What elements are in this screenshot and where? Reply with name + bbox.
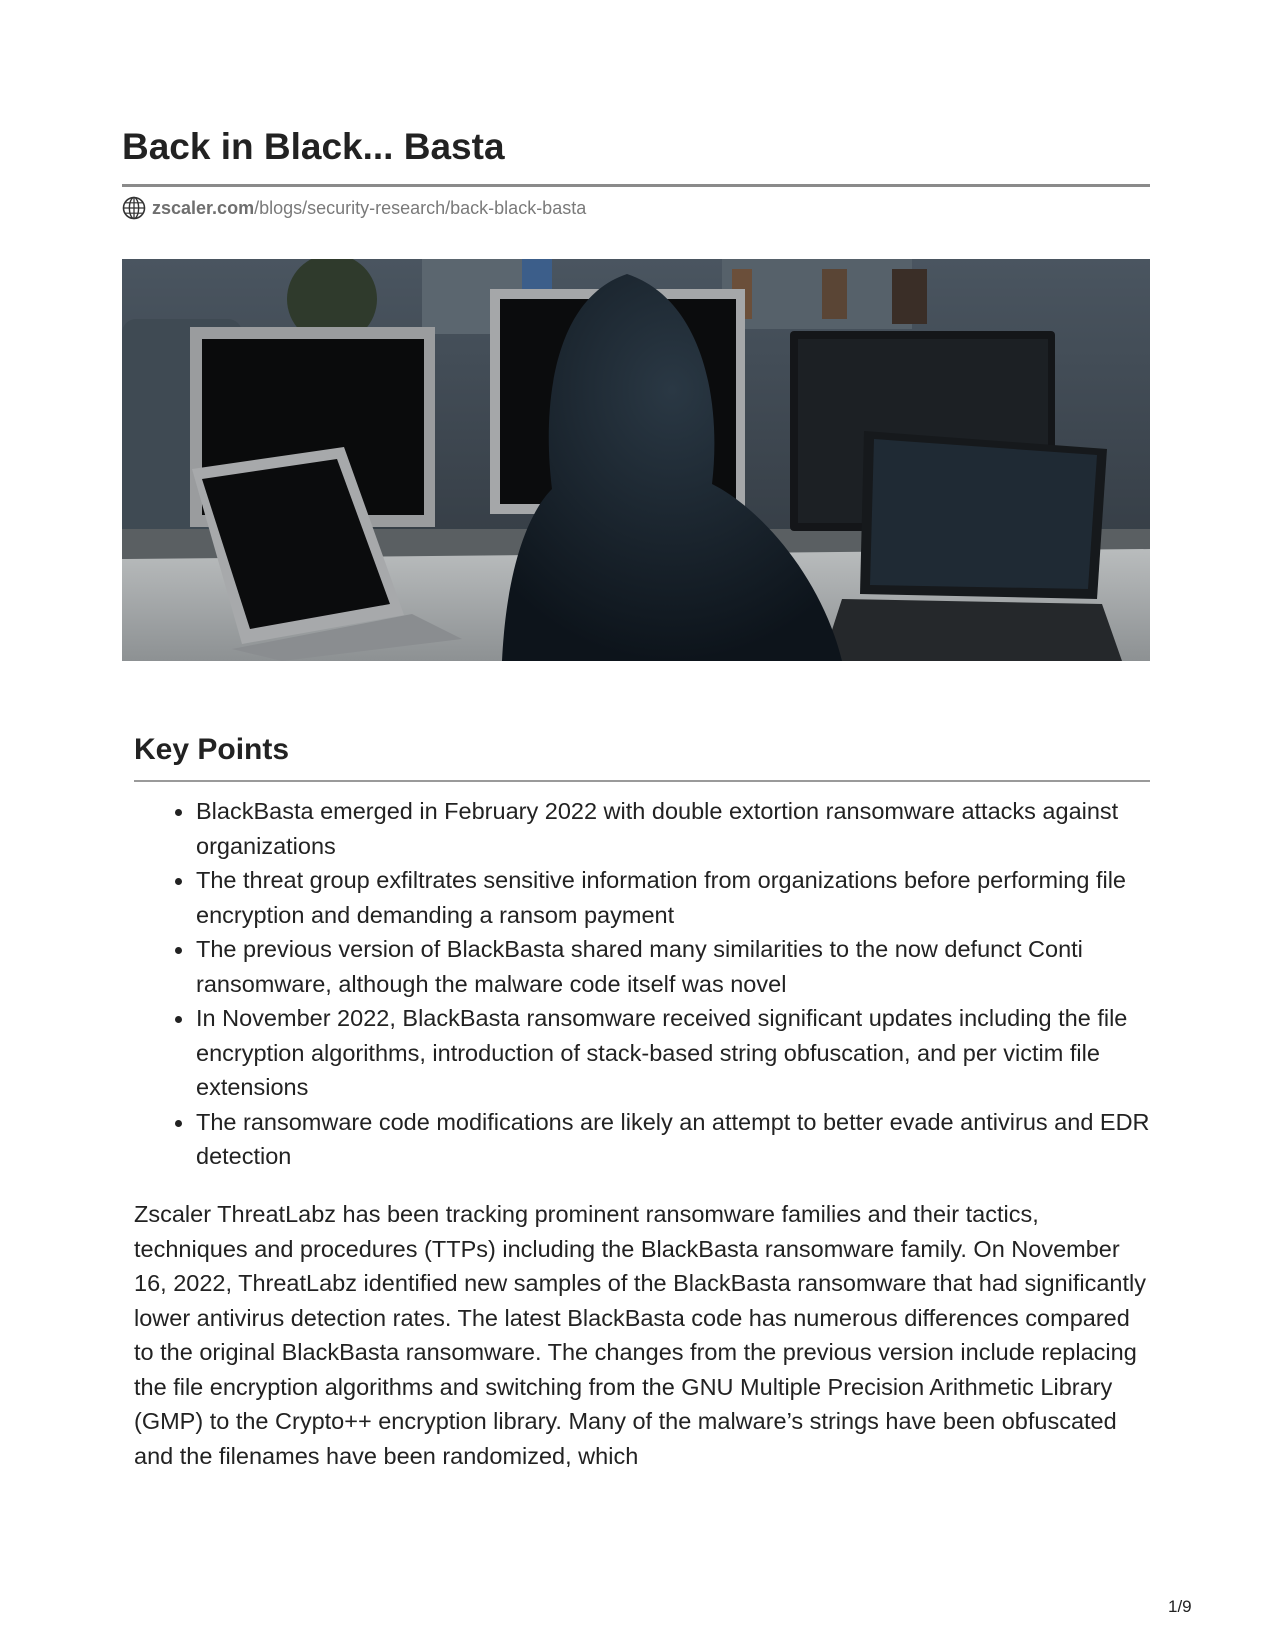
- key-points-divider: [134, 780, 1150, 782]
- list-item: BlackBasta emerged in February 2022 with double extortion ransomware attacks against organizations: [196, 794, 1156, 863]
- body-paragraph: Zscaler ThreatLabz has been tracking prominent ransomware families and their tactics, techniques and procedures (TTPs) including the BlackBasta ransomware family. On November 16, 2022, ThreatLabz identified new samples of the BlackBasta ransomware that had significantly lower antivirus detection rates. The latest BlackBasta code has numerous differences compared to the original BlackBasta ransomware. The changes from the previous version include replacing the file encryption algorithms and switching from the GNU Multiple Precision Arithmetic Library (GMP) to the Crypto++ encryption library. Many of the malware’s strings have been obfuscated and the filenames have been randomized, which: [134, 1201, 1146, 1469]
- globe-icon: [122, 196, 146, 220]
- page-number: 1/9: [1168, 1597, 1192, 1616]
- hooded-hacker-with-monitors-image: [122, 259, 1150, 661]
- title-divider: [122, 184, 1150, 187]
- list-item: The previous version of BlackBasta shared many similarities to the now defunct Conti ransomware, although the malware code itself was novel: [196, 932, 1156, 1001]
- hero-image: [122, 259, 1150, 661]
- source-domain: zscaler.com: [152, 197, 255, 218]
- source-url[interactable]: [122, 196, 586, 220]
- key-points-list: [196, 794, 1156, 1174]
- source-path: /blogs/security-research/back-black-basta: [254, 197, 587, 218]
- key-points-heading: Key Points: [134, 733, 290, 766]
- list-item: In November 2022, BlackBasta ransomware received significant updates including the file encryption algorithms, introduction of stack-based string obfuscation, and per victim file extensions: [196, 1001, 1156, 1105]
- list-item: The ransomware code modifications are likely an attempt to better evade antivirus and EDR detection: [196, 1105, 1156, 1174]
- page-title: Back in Black... Basta: [122, 126, 505, 167]
- list-item: The threat group exfiltrates sensitive information from organizations before performing file encryption and demanding a ransom payment: [196, 863, 1156, 932]
